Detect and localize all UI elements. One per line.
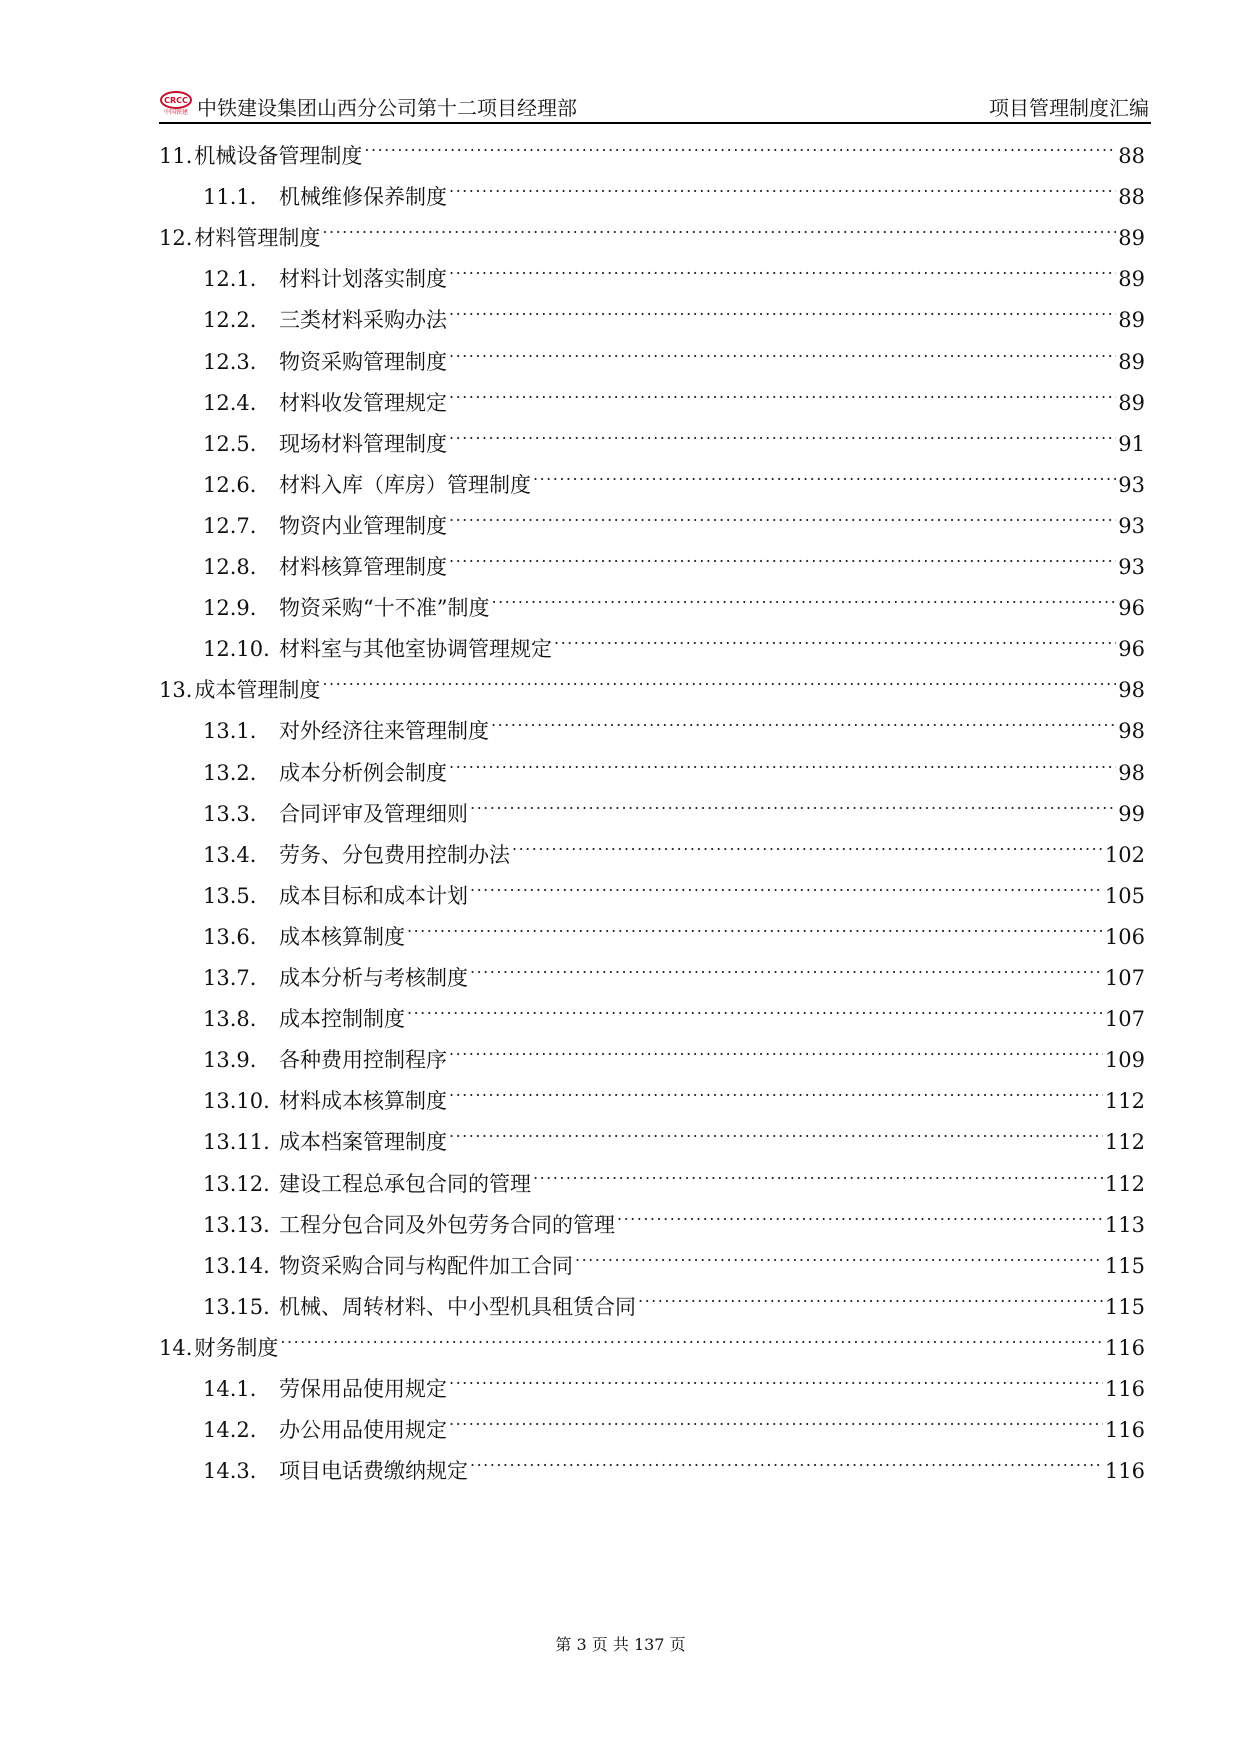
toc-section-entry[interactable] <box>159 1444 1145 1484</box>
toc-entry-number: 12. <box>159 226 193 251</box>
toc-dot-leader <box>575 1239 1103 1273</box>
toc-entry-number: 14. <box>159 1335 193 1360</box>
toc-entry-title: 成本目标和成本计划 <box>279 883 468 908</box>
toc-entry-page-number: 109 <box>1104 1048 1145 1073</box>
toc-entry-number: 12.3. <box>203 349 257 374</box>
crcc-logo-icon <box>159 90 193 116</box>
toc-entry-page-number: 112 <box>1104 1130 1145 1155</box>
toc-section-entry[interactable] <box>159 1157 1145 1196</box>
toc-dot-leader <box>280 1321 1103 1355</box>
document-title: 项目管理制度汇编 <box>989 96 1149 120</box>
svg-text:CRCC: CRCC <box>164 96 188 105</box>
toc-entry-title: 成本分析与考核制度 <box>279 966 468 990</box>
toc-entry-number: 12.1. <box>203 267 257 292</box>
toc-entry-page-number: 98 <box>1118 719 1145 744</box>
toc-entry-number: 13.4. <box>203 842 257 867</box>
toc-section-entry[interactable] <box>159 335 1145 374</box>
toc-entry-number: 13.14. <box>203 1253 270 1278</box>
toc-entry-title: 成本控制制度 <box>279 1007 405 1032</box>
toc-entry-page-number: 91 <box>1118 431 1145 456</box>
toc-dot-leader <box>617 1198 1103 1232</box>
toc-entry-page-number: 112 <box>1104 1089 1145 1114</box>
toc-entry-title: 材料室与其他室协调管理规定 <box>279 637 552 662</box>
toc-entry-title: 成本档案管理制度 <box>279 1130 447 1155</box>
toc-dot-leader <box>470 951 1103 985</box>
toc-section-entry[interactable] <box>159 540 1145 579</box>
toc-entry-number: 13. <box>159 678 193 703</box>
toc-entry-page-number: 107 <box>1104 966 1145 990</box>
page-header <box>159 88 1151 124</box>
toc-entry-title: 材料核算管理制度 <box>279 555 447 579</box>
toc-entry-title: 材料收发管理规定 <box>279 390 447 415</box>
toc-section-entry[interactable] <box>159 704 1145 744</box>
toc-section-entry[interactable] <box>159 828 1145 867</box>
toc-entry-page-number: 116 <box>1104 1377 1145 1401</box>
toc-entry-page-number: 93 <box>1118 472 1145 497</box>
toc-entry-title: 机械设备管理制度 <box>194 144 363 168</box>
svg-text:中国铁建: 中国铁建 <box>163 109 189 116</box>
toc-entry-number: 13.6. <box>203 924 257 949</box>
toc-section-entry[interactable] <box>159 951 1145 990</box>
toc-dot-leader <box>449 170 1116 204</box>
toc-entry-number: 14.3. <box>203 1459 257 1484</box>
toc-dot-leader <box>449 1362 1103 1396</box>
toc-section-entry[interactable] <box>159 787 1145 826</box>
toc-dot-leader <box>449 499 1116 533</box>
toc-dot-leader <box>449 417 1116 451</box>
toc-entry-page-number: 89 <box>1118 267 1145 292</box>
toc-entry-title: 材料入库（库房）管理制度 <box>279 472 531 497</box>
toc-section-entry[interactable] <box>159 170 1145 210</box>
toc-entry-page-number: 93 <box>1118 513 1145 538</box>
toc-section-entry[interactable] <box>159 458 1145 497</box>
toc-section-entry[interactable] <box>159 910 1145 949</box>
toc-section-entry[interactable] <box>159 417 1145 456</box>
toc-entry-title: 机械、周转材料、中小型机具租赁合同 <box>279 1294 636 1319</box>
toc-entry-title: 现场材料管理制度 <box>279 431 447 456</box>
toc-entry-page-number: 98 <box>1118 678 1145 703</box>
toc-section-entry[interactable] <box>159 622 1145 662</box>
toc-entry-title: 项目电话费缴纳规定 <box>279 1459 468 1484</box>
toc-dot-leader <box>449 1033 1103 1067</box>
toc-entry-title: 建设工程总承包合同的管理 <box>279 1171 531 1196</box>
toc-section-entry[interactable] <box>159 499 1145 538</box>
toc-chapter-entry[interactable] <box>159 1321 1145 1360</box>
toc-entry-number: 14.2. <box>203 1418 257 1443</box>
toc-entry-number: 12.7. <box>203 513 257 538</box>
toc-entry-number: 12.9. <box>203 596 257 621</box>
toc-section-entry[interactable] <box>159 1033 1145 1073</box>
toc-entry-title: 工程分包合同及外包劳务合同的管理 <box>279 1212 615 1237</box>
toc-entry-page-number: 113 <box>1104 1212 1145 1237</box>
toc-entry-title: 物资采购合同与构配件加工合同 <box>279 1253 573 1278</box>
toc-entry-page-number: 112 <box>1104 1171 1145 1196</box>
toc-entry-number: 13.11. <box>203 1130 270 1155</box>
toc-entry-number: 12.4. <box>203 390 257 415</box>
toc-section-entry[interactable] <box>159 376 1145 415</box>
toc-dot-leader <box>449 1074 1103 1108</box>
toc-entry-page-number: 98 <box>1118 760 1145 785</box>
toc-entry-page-number: 105 <box>1104 883 1145 908</box>
toc-entry-number: 13.13. <box>203 1212 270 1237</box>
toc-entry-number: 13.7. <box>203 966 257 990</box>
toc-dot-leader <box>491 581 1116 615</box>
toc-entry-page-number: 89 <box>1118 308 1145 333</box>
toc-dot-leader <box>470 1444 1103 1478</box>
toc-entry-title: 对外经济往来管理制度 <box>279 719 489 744</box>
toc-dot-leader <box>322 211 1116 245</box>
toc-section-entry[interactable] <box>159 581 1145 621</box>
toc-entry-page-number: 115 <box>1104 1294 1145 1319</box>
toc-entry-number: 12.8. <box>203 555 257 579</box>
toc-dot-leader <box>364 129 1116 163</box>
toc-dot-leader <box>449 376 1116 410</box>
toc-section-entry[interactable] <box>159 869 1145 908</box>
toc-entry-title: 材料管理制度 <box>194 226 321 251</box>
toc-entry-page-number: 116 <box>1104 1335 1145 1360</box>
toc-dot-leader <box>407 910 1103 944</box>
toc-dot-leader <box>533 1157 1103 1191</box>
toc-dot-leader <box>449 540 1116 574</box>
toc-entry-title: 劳保用品使用规定 <box>279 1377 447 1401</box>
toc-entry-number: 13.8. <box>203 1007 257 1032</box>
toc-entry-number: 12.2. <box>203 308 257 333</box>
toc-entry-number: 12.10. <box>203 637 270 662</box>
toc-dot-leader <box>322 663 1116 697</box>
toc-section-entry[interactable] <box>159 1403 1145 1443</box>
toc-dot-leader <box>449 335 1116 369</box>
toc-dot-leader <box>638 1280 1103 1314</box>
toc-entry-number: 13.12. <box>203 1171 270 1196</box>
toc-section-entry[interactable] <box>159 1074 1145 1114</box>
toc-entry-number: 13.1. <box>203 719 257 744</box>
toc-entry-page-number: 88 <box>1118 185 1145 210</box>
toc-section-entry[interactable] <box>159 1362 1145 1401</box>
toc-entry-number: 13.3. <box>203 801 257 826</box>
toc-entry-number: 11. <box>159 144 193 168</box>
toc-entry-page-number: 116 <box>1104 1418 1145 1443</box>
toc-section-entry[interactable] <box>159 1239 1145 1278</box>
toc-entry-page-number: 88 <box>1118 144 1145 168</box>
toc-dot-leader <box>554 622 1116 656</box>
toc-entry-page-number: 96 <box>1118 596 1145 621</box>
toc-dot-leader <box>512 828 1103 862</box>
toc-dot-leader <box>449 746 1116 780</box>
toc-entry-title: 成本管理制度 <box>194 678 321 703</box>
toc-entry-number: 12.5. <box>203 431 257 456</box>
toc-chapter-entry[interactable] <box>159 129 1145 168</box>
toc-section-entry[interactable] <box>159 1115 1145 1155</box>
toc-entry-page-number: 89 <box>1118 390 1145 415</box>
page-footer: 第 3 页 共 137 页 <box>555 1635 686 1654</box>
toc-entry-page-number: 107 <box>1104 1007 1145 1032</box>
toc-dot-leader <box>491 704 1116 738</box>
toc-entry-page-number: 89 <box>1118 226 1145 251</box>
toc-section-entry[interactable] <box>159 1280 1145 1319</box>
toc-entry-number: 13.15. <box>203 1294 270 1319</box>
toc-entry-number: 13.9. <box>203 1048 257 1073</box>
toc-dot-leader <box>407 992 1103 1026</box>
company-name: 中铁建设集团山西分公司第十二项目经理部 <box>197 96 577 120</box>
toc-chapter-entry[interactable] <box>159 211 1145 251</box>
toc-entry-page-number: 89 <box>1118 349 1145 374</box>
toc-entry-page-number: 96 <box>1118 637 1145 662</box>
toc-entry-title: 劳务、分包费用控制办法 <box>279 842 510 867</box>
toc-entry-number: 14.1. <box>203 1377 257 1401</box>
toc-entry-title: 成本核算制度 <box>279 924 405 949</box>
toc-entry-page-number: 102 <box>1104 842 1145 867</box>
toc-dot-leader <box>470 787 1116 821</box>
toc-entry-title: 物资采购管理制度 <box>279 349 447 374</box>
toc-chapter-entry[interactable] <box>159 663 1145 703</box>
toc-dot-leader <box>470 869 1103 903</box>
toc-entry-number: 13.5. <box>203 883 257 908</box>
toc-entry-page-number: 99 <box>1118 801 1145 826</box>
toc-section-entry[interactable] <box>159 252 1145 292</box>
toc-dot-leader <box>449 1115 1103 1149</box>
toc-entry-page-number: 93 <box>1118 555 1145 579</box>
toc-entry-number: 12.6. <box>203 472 257 497</box>
toc-entry-title: 成本分析例会制度 <box>279 760 447 785</box>
toc-entry-number: 11.1. <box>203 185 257 210</box>
toc-entry-title: 各种费用控制程序 <box>279 1048 447 1073</box>
toc-entry-page-number: 116 <box>1104 1459 1145 1484</box>
toc-entry-title: 财务制度 <box>194 1335 279 1360</box>
toc-section-entry[interactable] <box>159 293 1145 333</box>
toc-entry-title: 三类材料采购办法 <box>279 308 447 333</box>
toc-entry-number: 13.10. <box>203 1089 270 1114</box>
toc-dot-leader <box>449 252 1116 286</box>
toc-entry-title: 机械维修保养制度 <box>279 185 447 210</box>
toc-entry-title: 物资内业管理制度 <box>279 513 447 538</box>
toc-entry-title: 办公用品使用规定 <box>279 1418 447 1443</box>
toc-dot-leader <box>449 293 1116 327</box>
toc-entry-title: 物资采购“十不准”制度 <box>279 596 490 621</box>
toc-section-entry[interactable] <box>159 1198 1145 1237</box>
toc-entry-page-number: 115 <box>1104 1253 1145 1278</box>
toc-dot-leader <box>533 458 1116 492</box>
toc-entry-page-number: 106 <box>1104 924 1145 949</box>
toc-entry-number: 13.2. <box>203 760 257 785</box>
toc-section-entry[interactable] <box>159 992 1145 1032</box>
toc-dot-leader <box>449 1403 1103 1437</box>
toc-entry-title: 材料成本核算制度 <box>279 1089 447 1114</box>
toc-entry-title: 材料计划落实制度 <box>279 267 447 292</box>
toc-entry-title: 合同评审及管理细则 <box>279 801 468 826</box>
toc-section-entry[interactable] <box>159 746 1145 785</box>
